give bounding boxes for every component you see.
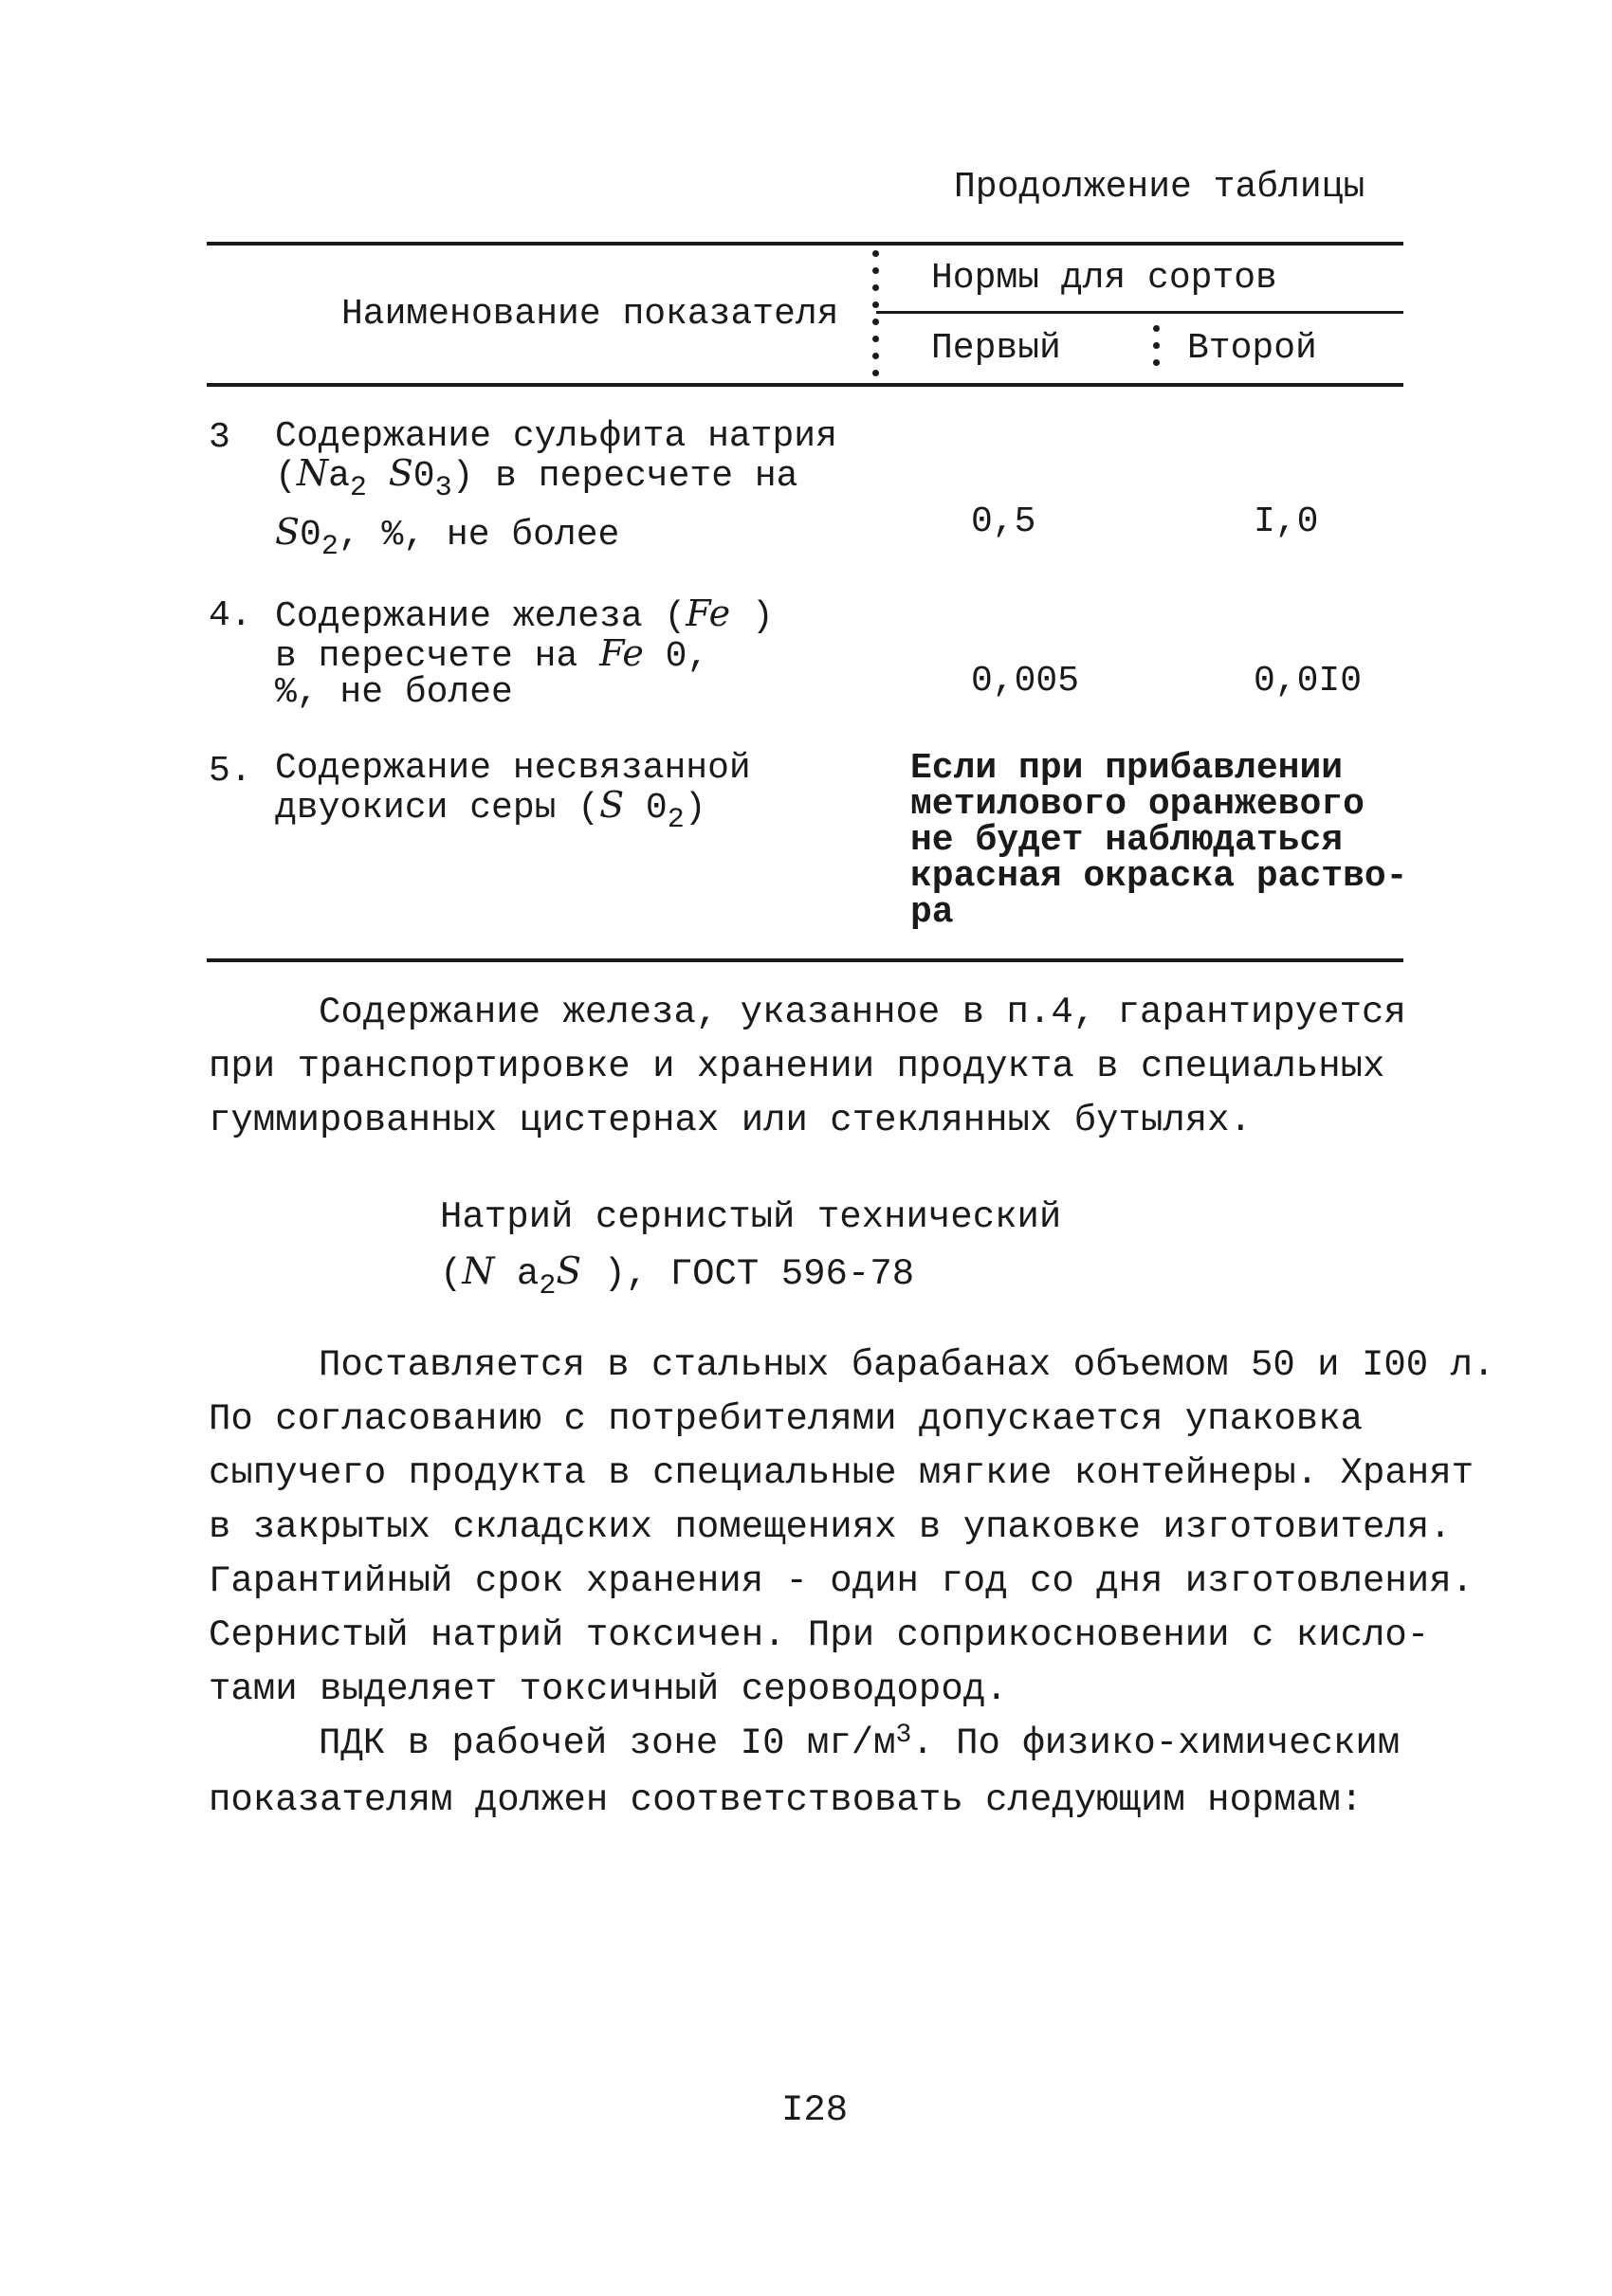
row-text: Содержание железа (	[275, 596, 687, 637]
value-second-grade: I,0	[1254, 501, 1319, 542]
paragraph-packaging	[209, 1339, 1494, 1717]
row-text: , %, не более	[338, 515, 620, 556]
row-line	[275, 592, 774, 637]
paren-close: )	[730, 596, 774, 637]
table-continuation-label: Продолжение таблицы	[954, 167, 1365, 208]
table-header-bottom-rule	[207, 383, 1403, 387]
page-number: I28	[781, 2089, 849, 2131]
paragraph-line: показателям должен соответствовать следующим нормам:	[209, 1779, 1363, 1821]
section-title	[440, 1191, 1061, 1304]
paragraph-line	[209, 1717, 1400, 1774]
row-line	[275, 452, 837, 504]
row-number: 4.	[209, 595, 252, 636]
column-header-second: Второй	[1187, 328, 1317, 369]
note-line: Если при прибавлении	[910, 748, 1344, 789]
paragraph-line: Поставляется в стальных барабанах объемом 50 и I00 л.	[319, 1344, 1495, 1386]
paren-open: (	[275, 456, 297, 497]
paragraph-line: Гарантийный срок хранения - один год со дня изготовления.	[209, 1560, 1475, 1602]
subheader-dotted-separator	[1153, 325, 1161, 376]
row-text: %, не более	[275, 672, 513, 713]
paren-open: (	[440, 1253, 463, 1295]
row-line: Содержание несвязанной	[275, 748, 751, 789]
paren-close: )	[684, 788, 706, 829]
row-text: ПДК в рабочей зоне I0 мг/м	[319, 1722, 896, 1764]
note-line: не будет наблюдаться	[910, 820, 1344, 861]
paragraph-line: гуммированных цистернах или стеклянных бутылях.	[209, 1100, 1252, 1141]
formula-symbol: a	[328, 456, 350, 497]
formula-subscript: 3	[434, 472, 452, 504]
formula-symbol: a	[494, 1253, 540, 1295]
formula-subscript: 2	[349, 472, 367, 504]
note-line: метилового оранжевого	[910, 784, 1365, 825]
paragraph-line: Содержание железа, указанное в п.4, гарантируется	[319, 992, 1406, 1033]
formula-symbol: 0	[624, 788, 668, 829]
formula-symbol: S	[556, 1250, 582, 1293]
row-line	[275, 672, 774, 713]
row-text: ), ГОСТ 596-78	[581, 1253, 915, 1295]
formula-symbol: N	[296, 452, 329, 494]
row-text: 0,	[643, 636, 709, 677]
row-number: 5.	[209, 751, 252, 792]
row-text: . По физико-химическим	[911, 1722, 1401, 1764]
row-line	[275, 511, 837, 563]
value-second-grade: 0,0I0	[1254, 661, 1363, 702]
formula-symbol: Fe	[599, 632, 644, 674]
header-dotted-separator	[872, 250, 880, 387]
paragraph-line: в закрытых складских помещениях в упаковке изготовителя.	[209, 1506, 1452, 1548]
row-note	[910, 748, 1408, 933]
column-header-indicator: Наименование показателя	[341, 294, 839, 335]
formula-subscript: 2	[539, 1270, 557, 1303]
table-bottom-rule	[207, 958, 1403, 962]
row-text: двуокиси серы (	[275, 788, 600, 829]
section-title-line: Натрий сернистый технический	[440, 1196, 1062, 1238]
row-line: Содержание сульфита натрия	[275, 416, 837, 457]
note-line: ра	[910, 892, 954, 933]
formula-symbol: S	[275, 511, 301, 553]
section-title-line	[440, 1245, 1061, 1304]
formula-symbol: 0	[300, 515, 321, 556]
row-number: 3	[209, 417, 230, 458]
formula-subscript: 2	[321, 531, 339, 563]
row-indicator-text	[275, 592, 774, 713]
formula-symbol: S	[599, 784, 625, 826]
note-line: красная окраска раство-	[910, 856, 1408, 897]
column-header-first: Первый	[931, 328, 1061, 369]
value-first-grade: 0,005	[971, 661, 1080, 702]
row-line	[275, 784, 751, 836]
paragraph-iron-note	[209, 986, 1406, 1148]
value-first-grade: 0,5	[971, 501, 1036, 542]
paragraph-line: тами выделяет токсичный сероводород.	[209, 1668, 1008, 1710]
formula-symbol: Fe	[686, 592, 731, 634]
table-norms-rule	[876, 311, 1403, 314]
row-indicator-text	[275, 748, 751, 836]
paragraph-line: сыпучего продукта в специальные мягкие контейнеры. Хранят	[209, 1452, 1475, 1494]
row-text: ) в пересчете на	[451, 456, 798, 497]
table-top-rule	[207, 242, 1403, 246]
formula-superscript: 3	[895, 1721, 912, 1750]
column-header-norms: Нормы для сортов	[931, 258, 1277, 299]
formula-subscript: 2	[667, 804, 685, 836]
formula-symbol: S	[388, 452, 413, 494]
row-line	[275, 632, 774, 677]
row-text: в пересчете на	[275, 636, 600, 677]
formula-symbol: N	[462, 1250, 495, 1293]
paragraph-line: при транспортировке и хранении продукта в специальных	[209, 1046, 1385, 1087]
formula-symbol: 0	[412, 456, 435, 497]
paragraph-line: По согласованию с потребителями допускается упаковка	[209, 1398, 1363, 1440]
paragraph-line: Сернистый натрий токсичен. При соприкосновении с кисло-	[209, 1614, 1430, 1656]
row-indicator-text	[275, 416, 837, 563]
paragraph-mac	[209, 1717, 1400, 1828]
